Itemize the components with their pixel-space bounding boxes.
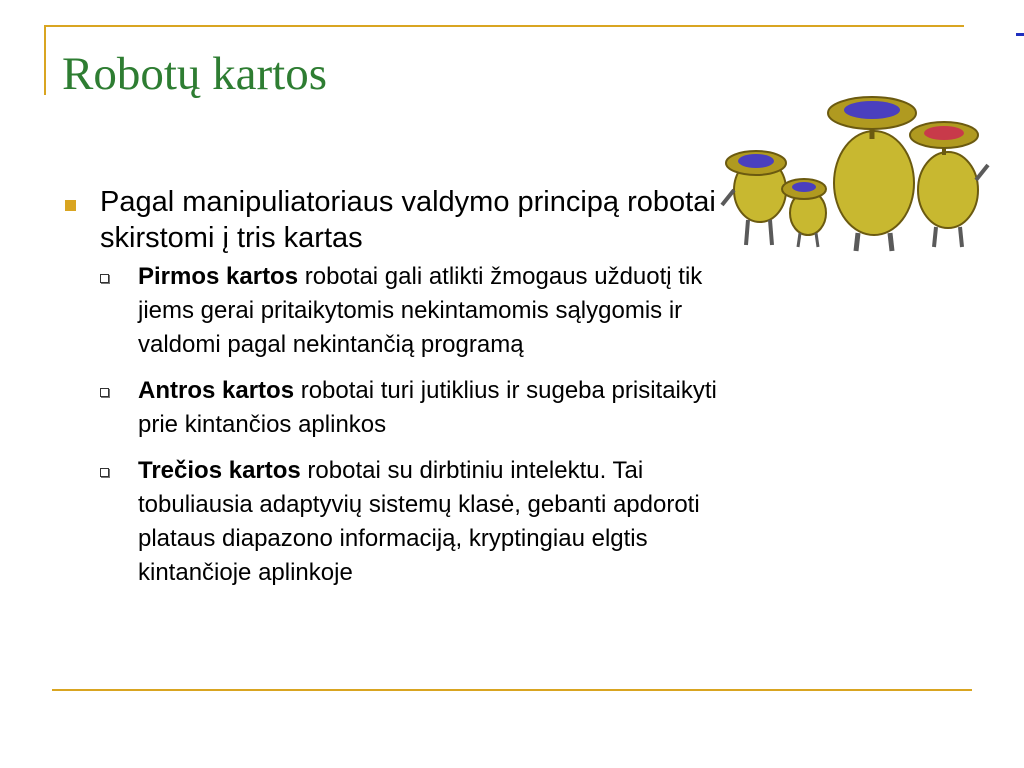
bottom-rule [52,689,972,691]
sub-bullet-text [138,454,732,590]
sub-bullet-text [138,374,732,442]
robot-family-illustration [712,55,992,255]
slide-content [62,184,732,602]
sub-bullet-item [62,374,732,442]
sub-bullet-item [62,260,732,362]
main-bullet-text: Pagal manipuliatoriaus valdymo principą robotai skirstomi į tris kartas [100,186,716,254]
hollow-square-bullet-icon [100,468,109,477]
sub-bullet-rest: robotai gali atlikti žmogaus užduotį tik jiems gerai pritaikytomis nekintamomis sąlygomis ir valdomi pagal nekintančią programą [138,263,703,358]
sub-bullet-bold: Trečios kartos [138,457,301,484]
sub-bullet-text [138,260,732,362]
square-bullet-icon [65,200,76,211]
robot-large-center [828,97,916,251]
sub-bullet-bold: Antros kartos [138,377,295,404]
sub-bullet-list [62,260,732,590]
hollow-square-bullet-icon [100,274,109,283]
hollow-square-bullet-icon [100,388,109,397]
robot-smallest [782,179,826,247]
robot-right [910,122,988,247]
left-rule [44,25,46,95]
slide-title: Robotų kartos [62,48,328,100]
top-rule [44,25,964,27]
main-bullet-item [62,184,732,256]
sub-bullet-item [62,454,732,590]
sub-bullet-bold: Pirmos kartos [138,263,299,290]
corner-mark [1016,33,1024,36]
sub-bullet-rest: robotai su dirbtiniu intelektu. Tai tobuliausia adaptyvių sistemų klasė, gebanti apdoroti plataus diapazono informaciją, kryptingiau elgtis kintančioje aplinkoje [138,457,700,586]
sub-bullet-rest: robotai turi jutiklius ir sugeba prisitaikyti prie kintančios aplinkos [138,377,717,438]
